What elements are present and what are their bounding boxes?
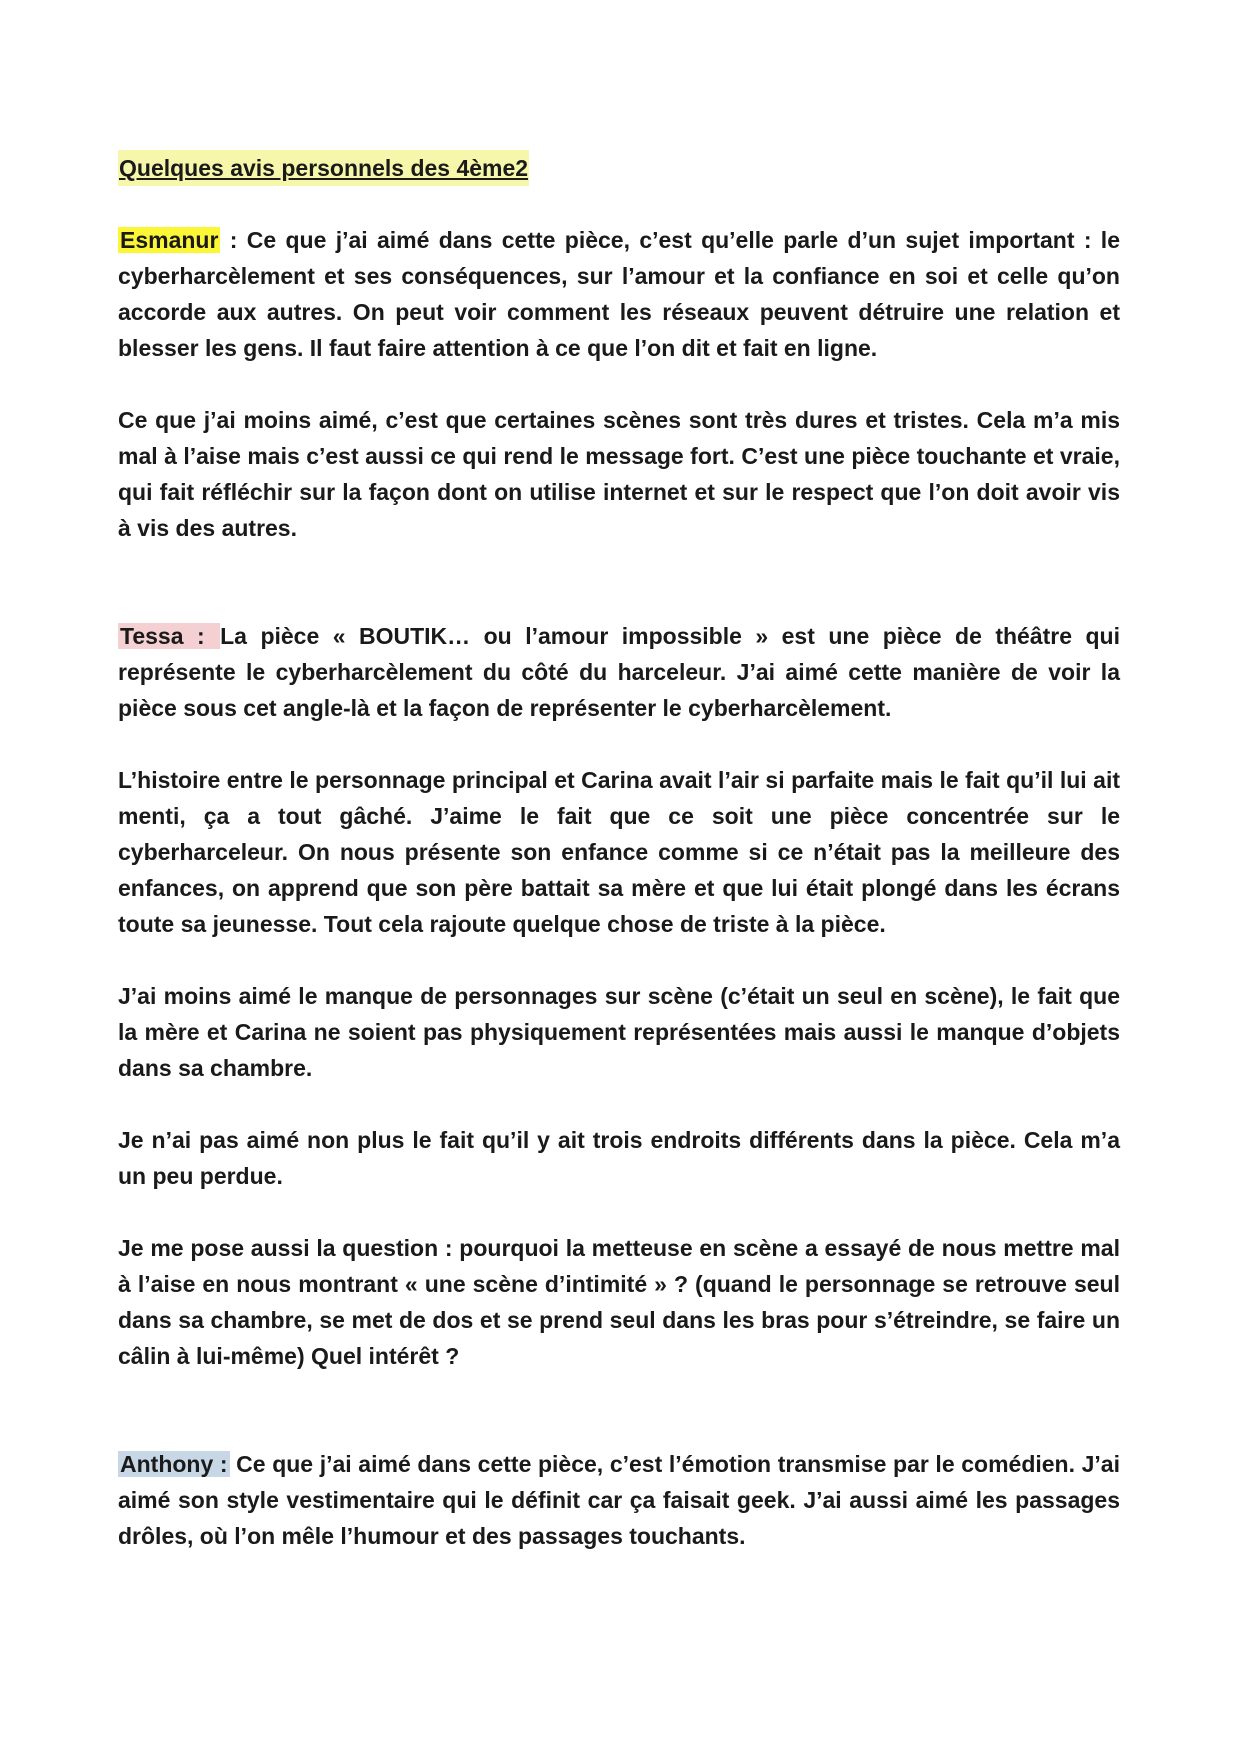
esmanur-name: Esmanur [120,227,219,253]
spacer [118,726,1120,762]
esmanur-paragraph-2: Ce que j’ai moins aimé, c’est que certaines scènes sont très dures et tristes. Cela m’a mis mal à l’aise mais c’est aussi ce qui rend le message fort. C’est une pièce touchante et vraie, qui fait réfléchir sur la façon dont on utilise internet et sur le respect que l’on doit avoir vis à vis des autres. [118,407,1120,541]
spacer [118,1374,1120,1446]
tessa-paragraph-4: Je n’ai pas aimé non plus le fait qu’il y ait trois endroits différents dans la pièce. Cela m’a un peu perdue. [118,1127,1120,1189]
page-title: Quelques avis personnels des 4ème2 [118,150,529,186]
anthony-text-1: Ce que j’ai aimé dans cette pièce, c’est l’émotion transmise par le comédien. J’ai aimé son style vestimentaire qui le définit car ça faisait geek. J’ai aussi aimé les passages drôles, où l’on mêle l’humour et des passages touchants. [118,1451,1120,1549]
tessa-paragraph-1 [118,618,1120,726]
tessa-paragraph-2: L’histoire entre le personnage principal et Carina avait l’air si parfaite mais le fait qu’il lui ait menti, ça a tout gâché. J’aime le fait que ce soit une pièce concentrée sur le cyberharceleur. On nous présente son enfance comme si ce n’était pas la meilleure des enfances, on apprend que son père battait sa mère et que lui était plongé dans les écrans toute sa jeunesse. Tout cela rajoute quelque chose de triste à la pièce. [118,767,1120,937]
spacer [118,186,1120,222]
spacer [118,546,1120,618]
tessa-name: Tessa : [120,623,219,649]
esmanur-paragraph-1 [118,222,1120,366]
tessa-paragraph-3: J’ai moins aimé le manque de personnages sur scène (c’était un seul en scène), le fait que la mère et Carina ne soient pas physiquement représentées mais aussi le manque d’objets dans sa chambre. [118,983,1120,1081]
esmanur-text-1: : Ce que j’ai aimé dans cette pièce, c’est qu’elle parle d’un sujet important : le cyberharcèlement et ses conséquences, sur l’amour et la confiance en soi et celle qu’on accorde aux autres. On peut voir comment les réseaux peuvent détruire une relation et blesser les gens. Il faut faire attention à ce que l’on dit et fait en ligne. [118,227,1120,361]
document-body [118,150,1120,1554]
spacer [118,1194,1120,1230]
spacer [118,1086,1120,1122]
spacer [118,366,1120,402]
tessa-paragraph-5: Je me pose aussi la question : pourquoi la metteuse en scène a essayé de nous mettre mal à l’aise en nous montrant « une scène d’intimité » ? (quand le personnage se retrouve seul dans sa chambre, se met de dos et se prend seul dans les bras pour s’étreindre, se faire un câlin à lui-même) Quel intérêt ? [118,1235,1120,1369]
tessa-text-1: La pièce « BOUTIK… ou l’amour impossible » est une pièce de théâtre qui représente le cyberharcèlement du côté du harceleur. J’ai aimé cette manière de voir la pièce sous cet angle-là et la façon de représenter le cyberharcèlement. [118,623,1120,721]
anthony-paragraph-1 [118,1446,1120,1554]
page-title-line [118,150,1120,186]
anthony-name: Anthony : [120,1451,228,1477]
spacer [118,942,1120,978]
